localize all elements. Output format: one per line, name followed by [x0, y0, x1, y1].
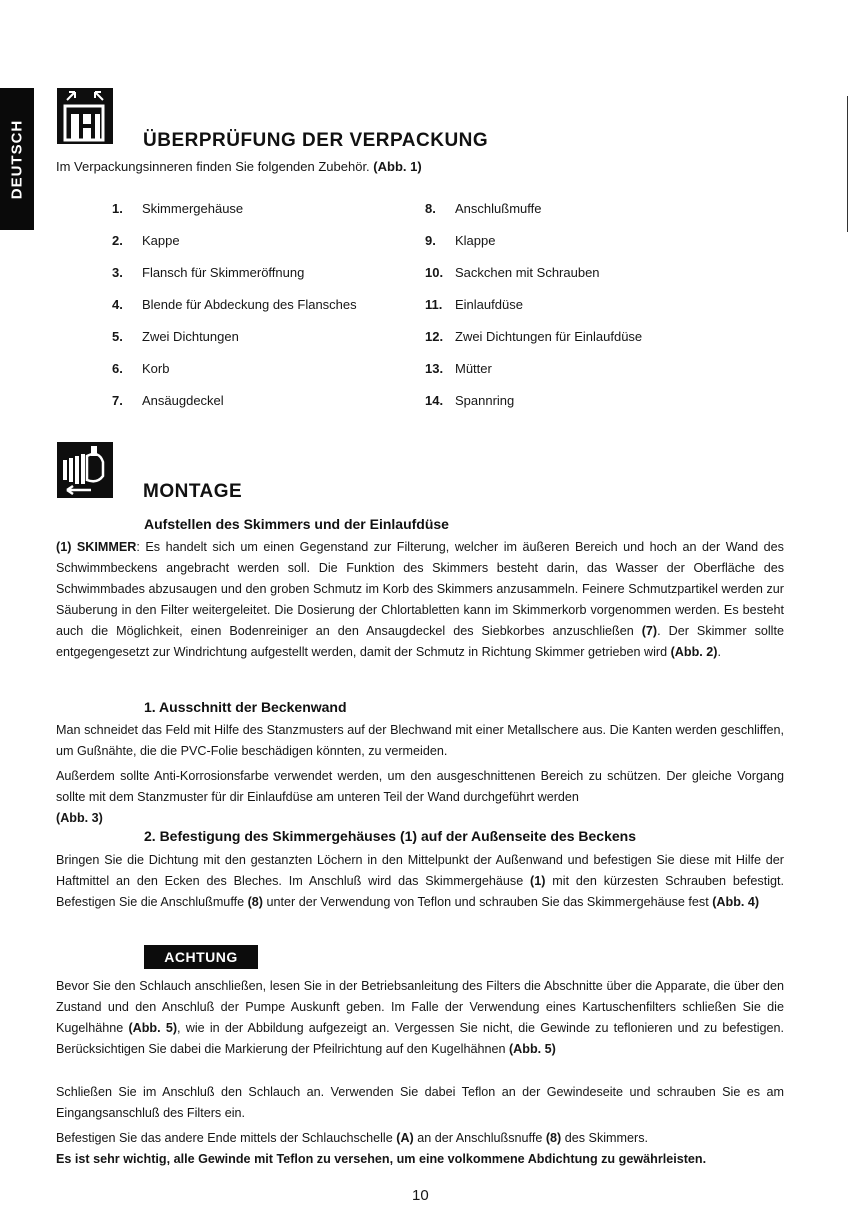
package-icon: [57, 88, 113, 144]
intro-text: Im Verpackungsinneren finden Sie folgenden Zubehör. (Abb. 1): [56, 159, 422, 174]
subsection-title-placement: Aufstellen des Skimmers und der Einlaufdüse: [144, 516, 449, 532]
section-title-packaging: ÜBERPRÜFUNG DER VERPACKUNG: [143, 130, 489, 151]
paragraph-cutout: Man schneidet das Feld mit Hilfe des Stanzmusters auf der Blechwand mit einer Metallschere aus. Die Kanten werden geschliffen, um Gußnähte, die die PVC-Folie beschädigen könnten, zu vermeiden.: [56, 723, 784, 758]
assembly-icon: [57, 442, 113, 498]
paragraph-mounting: Bringen Sie die Dichtung mit den gestanzten Löchern in den Mittelpunkt der Außenwand und befestigen Sie diese mit Hilfe der Haftmittel an den Ecken des Bleches. Im Anschluß wird das Skimmergehäuse (1) mit den kürzesten Schrauben befestigt. Befestigen Sie die Anschlußmuffe (8) unter der Verwendung von Teflon und schrauben Sie das Skimmergehäuse fest (Abb. 4): [56, 853, 784, 909]
language-tab: [0, 88, 34, 230]
paragraph-clamp: Befestigen Sie das andere Ende mittels der Schlauchschelle (A) an der Anschlußsnuffe (8) des Skimmers.: [56, 1131, 649, 1145]
warning-label: ACHTUNG: [144, 945, 258, 969]
section-title-montage: MONTAGE: [143, 481, 243, 502]
paragraph-skimmer: (1) SKIMMER: Es handelt sich um einen Gegenstand zur Filterung, welcher im äußeren Bereich und hoch an der Wand des Schwimmbeckens angebracht werden soll. Die Funktion des Skimmers besteht darin, das Wasser der Oberfläche des Schwimmbades abzusaugen und den groben Schmutz im Korb des Skimmers anzusammeln. Feinere Schmutzpartikel werden zur Säuberung in den Filter weitergeleitet. Die Dosierung der Chlortabletten kann im Skimmerkorb vorgenommen werden. Es besteht auch die Möglichkeit, einen Bodenreiniger an den Ansaugdeckel des Siebkorbes anzuschließen (7). Der Skimmer sollte entgegengesetzt zur Windrichtung aufgestellt werden, damit der Schmutz in Richtung Skimmer getrieben wird (Abb. 2).: [56, 540, 784, 659]
paragraph-warning: Bevor Sie den Schlauch anschließen, lesen Sie in der Betriebsanleitung des Filters die Abschnitte über die Apparate, die über den Zustand und den Anschluß der Pumpe Auskunft geben. Im Falle der Verwendung eines Kartuschenfilters schließen Sie die Kugelhähne (Abb. 5), wie in der Abbildung aufgezeigt an. Vergessen Sie nicht, die Gewinde zu teflonieren und zu befestigen. Berücksichtigen Sie dabei die Markierung der Pfeilrichtung auf den Kugelhähnen (Abb. 5): [56, 979, 785, 1056]
margin-rule: [847, 96, 848, 232]
subsection-title-mounting: 2. Befestigung des Skimmergehäuses (1) auf der Außenseite des Beckens: [144, 828, 636, 844]
language-tab-label: DEUTSCH: [8, 119, 26, 199]
paragraph-hose: Schließen Sie im Anschluß den Schlauch an. Verwenden Sie dabei Teflon an der Gewindeseite und schrauben Sie es am Eingangsanschluß des Filters ein.: [56, 1085, 784, 1120]
subsection-title-cutout: 1. Ausschnitt der Beckenwand: [144, 699, 347, 715]
paragraph-important: Es ist sehr wichtig, alle Gewinde mit Teflon zu versehen, um eine volkommene Abdichtung zu gewährleisten.: [56, 1152, 707, 1166]
paragraph-corrosion: Außerdem sollte Anti-Korrosionsfarbe verwendet werden, um den ausgeschnittenen Bereich zu schützen. Der gleiche Vorgang sollte mit dem Stanzmuster für dir Einlaufdüse am unteren Teil der Wand durchgeführt werden (Abb. 3): [56, 769, 784, 825]
page-number: 10: [412, 1187, 429, 1204]
